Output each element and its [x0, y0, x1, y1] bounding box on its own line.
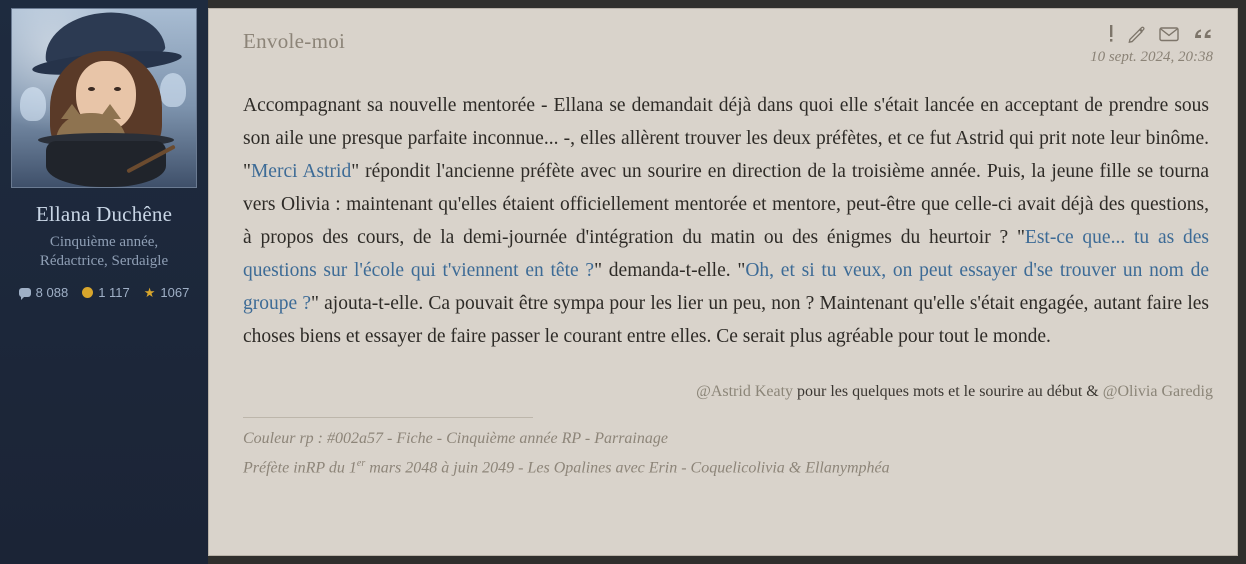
stat-coins-value: 1 117 [98, 285, 130, 300]
eye-right [114, 87, 121, 91]
star-icon: ★ [143, 285, 156, 300]
signature-line-2-b: mars 2048 à juin 2049 - Les Opalines avec Erin - Coquelicolivia & Ellanymphéa [365, 459, 890, 477]
mention-astrid[interactable]: @Astrid Keaty [696, 383, 794, 400]
mention-olivia[interactable]: @Olivia Garedig [1102, 383, 1213, 400]
stat-coins [82, 285, 130, 300]
post-date: 10 sept. 2024, 20:38 [1090, 49, 1213, 65]
post-header-right [1090, 25, 1213, 66]
post-text-part-1: Accompagnant sa nouvelle mentorée - Ellana se demandait déjà dans quoi elle s'était lancée en acceptant de prendre sous son aile une presque parfaite inconnue... -, elles allèrent trouver les deux préfètes, et ce fut Astrid qui prit note leur binôme. " [243, 95, 1209, 182]
post-text-part-2: " répondit l'ancienne préfète avec un sourire en direction de la troisième année. Puis, la jeune fille se tourna vers Olivia : maintenant qu'elles étaient officiellement mentorée et mentore, peut-être que celle-ci avait déjà des questions, à propos des cours, de la demi-journée d'intégration du matin ou des énigmes du heurtoir ? " [243, 161, 1210, 248]
post-quote-2: Est-ce que... tu as des questions sur l'école qui t'viennent en tête ? [243, 227, 1209, 281]
avatar[interactable] [11, 8, 197, 188]
signature-ordinal: er [356, 458, 366, 469]
edit-icon[interactable] [1128, 26, 1145, 43]
signature-line-2[interactable] [243, 451, 1213, 480]
author-subtitle-line-2: Rédactrice, Serdaigle [39, 253, 169, 269]
author-stats [19, 285, 190, 300]
report-icon[interactable] [1108, 25, 1114, 43]
post-body [243, 89, 1213, 353]
author-subtitle [40, 233, 168, 271]
post-quote-3: Oh, et si tu veux, on peut essayer d'se trouver un nom de groupe ? [243, 260, 1210, 314]
coin-icon [82, 287, 93, 298]
author-subtitle-line-1: Cinquième année, [49, 234, 159, 250]
stat-stars [144, 285, 190, 300]
post-actions [1090, 25, 1213, 43]
ghost-icon [160, 73, 186, 107]
ghost-icon [20, 87, 46, 121]
signature-line-1[interactable]: Couleur rp : #002a57 - Fiche - Cinquième année RP - Parrainage [243, 430, 668, 447]
stat-messages-value: 8 088 [35, 285, 69, 300]
post-panel [208, 8, 1238, 556]
eye-left [88, 87, 95, 91]
post-header [243, 25, 1213, 77]
credits-text: pour les quelques mots et le sourire au début & [793, 383, 1103, 400]
post-title: Envole-moi [243, 29, 346, 53]
signature-line-2-a: Préfète inRP du 1 [243, 459, 357, 477]
cauldron-icon [46, 141, 166, 187]
post-text-part-4: " ajouta-t-elle. Ca pouvait être sympa pour les lier un peu, non ? Maintenant qu'elle s'était engagée, autant faire les choses biens et essayer de faire passer le courant entre elles. Ce serait plus agréable pour tout le monde. [243, 293, 1209, 347]
quote-icon[interactable] [1193, 26, 1213, 42]
stat-stars-value: 1067 [160, 285, 190, 300]
post-quote-1: Merci Astrid [250, 161, 352, 182]
author-name[interactable]: Ellana Duchêne [35, 202, 173, 226]
stat-messages [19, 285, 69, 300]
message-bubble-icon [19, 288, 31, 297]
post-container [208, 0, 1246, 564]
post-text-part-3: " demanda-t-elle. " [594, 260, 746, 281]
signature-divider [243, 417, 533, 418]
author-sidebar [0, 0, 208, 564]
post-signature [243, 426, 1213, 480]
message-icon[interactable] [1159, 26, 1179, 42]
post-credits [243, 383, 1213, 401]
